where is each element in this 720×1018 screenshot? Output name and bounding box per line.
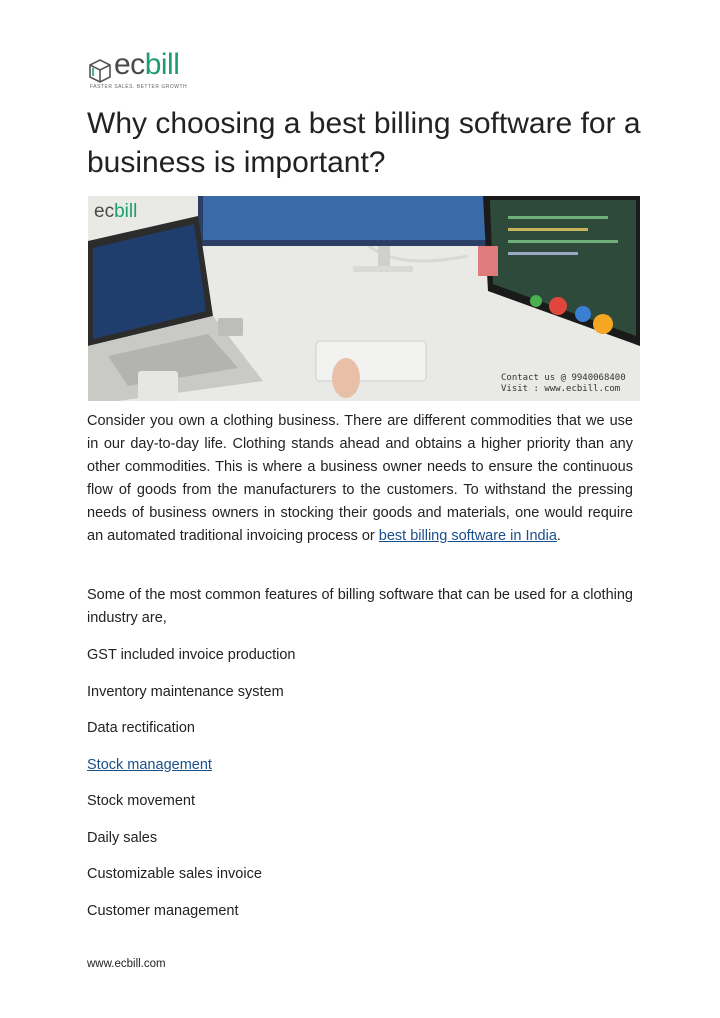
feature-item-link	[87, 754, 212, 777]
hero-contact	[501, 373, 626, 395]
intro-text: Consider you own a clothing business. There are different commodities that we use in our day-to-day life. Clothing stands ahead and obtains a higher priority than any other commodities. This is where a business owner needs to ensure the continuous flow of goods from the manufacturers to the customers. To withstand the pressing needs of business owners in stocking their goods and materials, one would require an automated traditional invoicing process or	[87, 413, 633, 544]
page-title: Why choosing a best billing software for a business is important?	[87, 107, 641, 179]
features-intro: Some of the most common features of billing software that can be used for a clothing industry are,	[87, 587, 633, 626]
visit-line: Visit : www.ecbill.com	[501, 384, 621, 394]
contact-line: Contact us @ 9940068400	[501, 373, 626, 383]
feature-item: Customizable sales invoice	[87, 866, 262, 882]
hero-logo-bill: bill	[114, 201, 138, 222]
stock-management-link[interactable]: Stock management	[87, 757, 212, 773]
feature-item: GST included invoice production	[87, 647, 296, 663]
billing-software-link[interactable]: best billing software in India	[378, 528, 557, 544]
logo-wordmark	[114, 48, 179, 82]
ecbill-logo	[88, 48, 208, 94]
feature-item: Inventory maintenance system	[87, 684, 284, 700]
logo-tagline: FASTER SALES. BETTER GROWTH	[90, 84, 188, 90]
feature-item: Customer management	[87, 903, 239, 919]
footer-url: www.ecbill.com	[87, 958, 166, 970]
logo-text-ec: ec	[114, 48, 145, 81]
intro-end: .	[556, 528, 561, 544]
box-icon	[88, 58, 112, 86]
hero-image	[88, 196, 640, 401]
hero-logo-ec: ec	[94, 201, 115, 222]
feature-item: Data rectification	[87, 720, 195, 736]
desk-illustration	[88, 196, 640, 401]
feature-item: Daily sales	[87, 830, 158, 846]
hero-logo	[94, 201, 137, 223]
intro-paragraph	[87, 410, 633, 548]
feature-item: Stock movement	[87, 793, 195, 809]
logo-text-bill: bill	[144, 48, 180, 81]
